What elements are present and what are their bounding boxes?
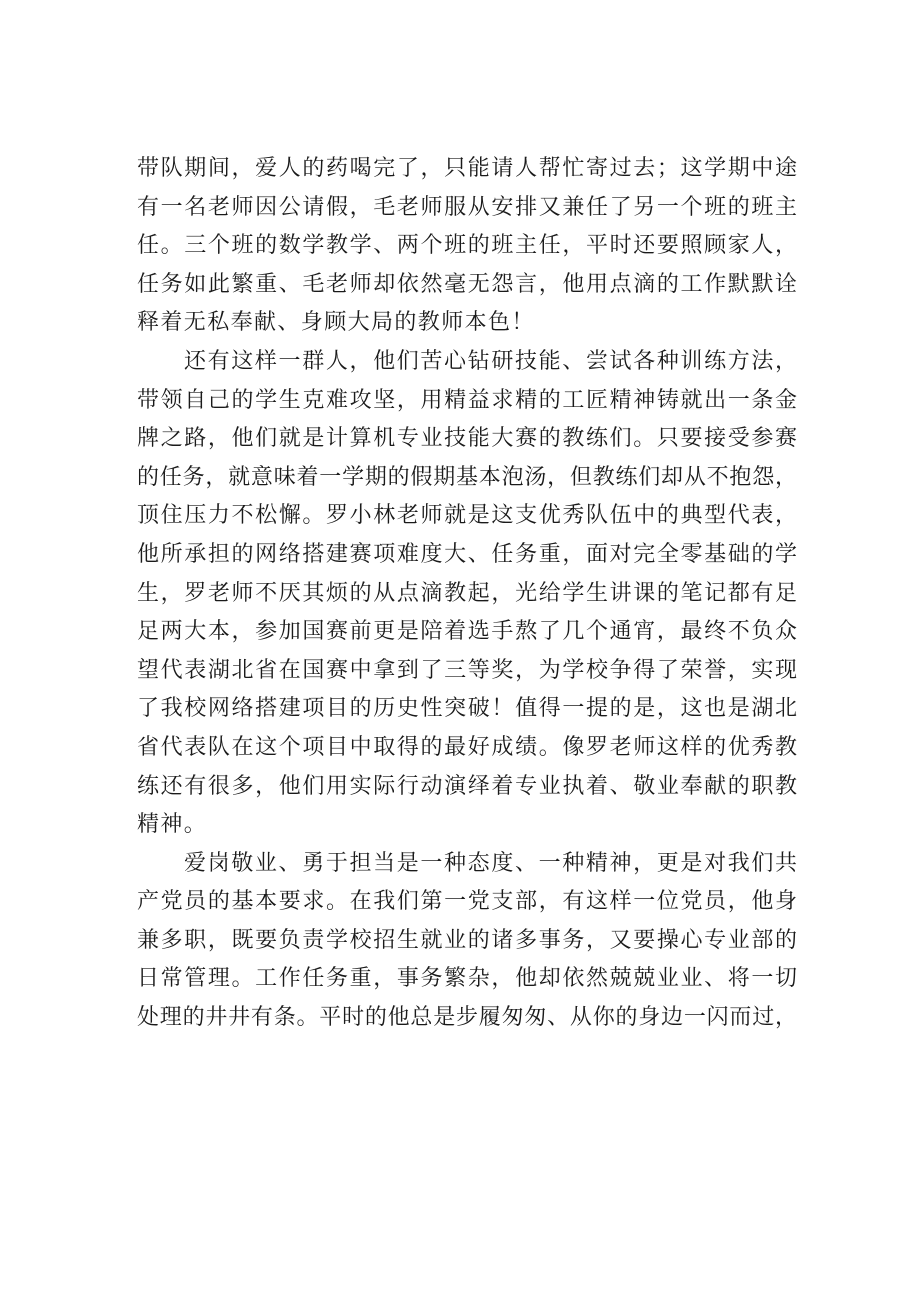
- text-line: 任务如此繁重、毛老师却依然毫无怨言，他用点滴的工作默默诠: [137, 271, 797, 297]
- text-line: 练还有很多，他们用实际行动演绎着专业执着、敬业奉献的职教: [137, 773, 797, 799]
- text-line: 精神。: [137, 812, 208, 838]
- text-line: 处理的井井有条。平时的他总是步履匆匆、从你的身边一闪而过，: [137, 1005, 797, 1031]
- document-body: [137, 150, 797, 1038]
- text-line: 有一名老师因公请假，毛老师服从安排又兼任了另一个班的班主: [137, 194, 797, 220]
- paragraph: [137, 150, 797, 343]
- text-line: 的任务，就意味着一学期的假期基本泡汤，但教练们却从不抱怨，: [137, 464, 797, 490]
- text-line: 他所承担的网络搭建赛项难度大、任务重，面对完全零基础的学: [137, 541, 797, 567]
- text-line: 释着无私奉献、身顾大局的教师本色！: [137, 310, 535, 336]
- paragraph: [137, 343, 797, 845]
- text-line: 省代表队在这个项目中取得的最好成绩。像罗老师这样的优秀教: [137, 734, 797, 760]
- text-line: 日常管理。工作任务重，事务繁杂，他却依然兢兢业业、将一切: [137, 966, 797, 992]
- text-line: 还有这样一群人，他们苦心钻研技能、尝试各种训练方法，: [184, 348, 797, 374]
- text-line: 产党员的基本要求。在我们第一党支部，有这样一位党员，他身: [137, 889, 797, 915]
- text-line: 任。三个班的数学教学、两个班的班主任，平时还要照顾家人，: [137, 233, 797, 259]
- paragraph: [137, 845, 797, 1038]
- text-line: 生，罗老师不厌其烦的从点滴教起，光给学生讲课的笔记都有足: [137, 580, 797, 606]
- text-line: 足两大本，参加国赛前更是陪着选手熬了几个通宵，最终不负众: [137, 619, 797, 645]
- text-line: 牌之路，他们就是计算机专业技能大赛的教练们。只要接受参赛: [137, 426, 797, 452]
- text-line: 顶住压力不松懈。罗小林老师就是这支优秀队伍中的典型代表，: [137, 503, 797, 529]
- text-line: 兼多职，既要负责学校招生就业的诸多事务，又要操心专业部的: [137, 927, 797, 953]
- text-line: 带队期间，爱人的药喝完了，只能请人帮忙寄过去；这学期中途: [137, 156, 797, 181]
- text-line: 带领自己的学生克难攻坚，用精益求精的工匠精神铸就出一条金: [137, 387, 797, 413]
- text-line: 爱岗敬业、勇于担当是一种态度、一种精神，更是对我们共: [184, 850, 797, 876]
- text-line: 望代表湖北省在国赛中拿到了三等奖，为学校争得了荣誉，实现: [137, 657, 797, 683]
- text-line: 了我校网络搭建项目的历史性突破！值得一提的是，这也是湖北: [137, 696, 797, 722]
